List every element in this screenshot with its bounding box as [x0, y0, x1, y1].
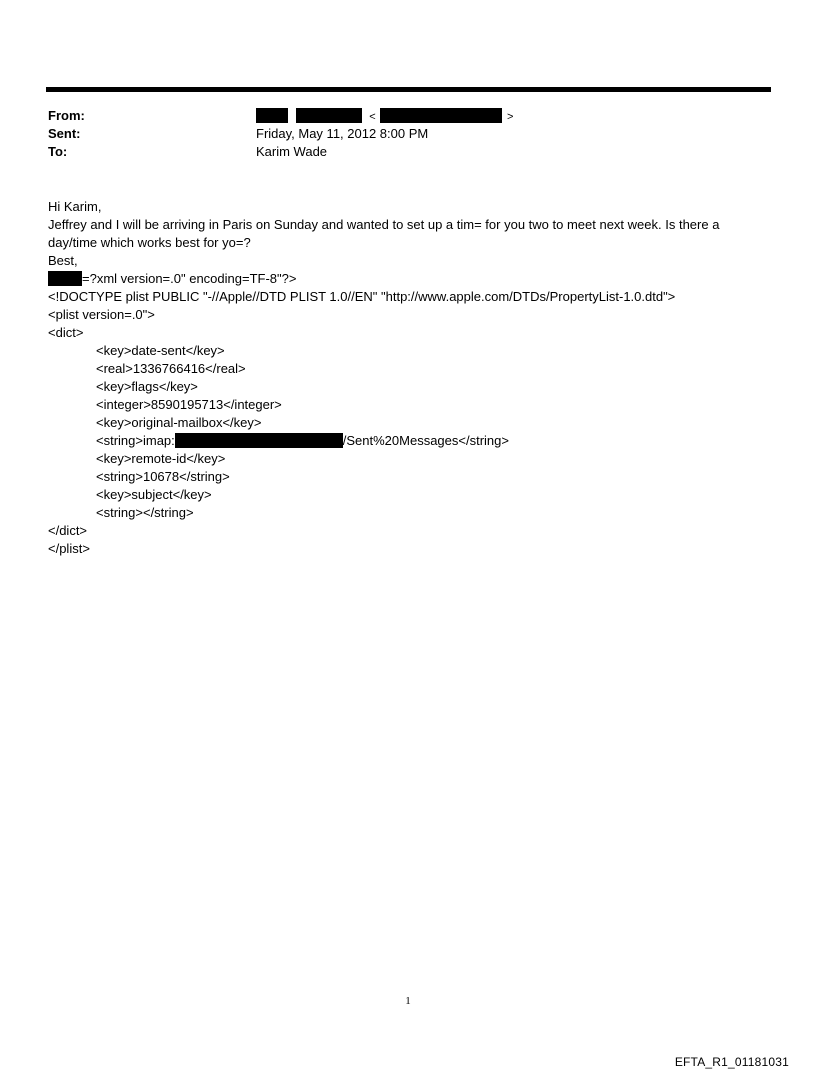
- paragraph-line: Jeffrey and I will be arriving in Paris on Sunday and wanted to set up a tim= for you two to meet next week. Is there a: [48, 217, 720, 232]
- plist-line: <real>1336766416</real>: [96, 361, 246, 376]
- imap-prefix: <string>imap:: [96, 433, 175, 448]
- plist-open: <plist version=.0">: [48, 307, 155, 322]
- redaction-block: [296, 108, 362, 123]
- imap-suffix: /Sent%20Messages</string>: [342, 433, 509, 448]
- dict-close: </dict>: [48, 523, 88, 538]
- from-gt: >: [506, 111, 514, 123]
- plist-close: </plist>: [48, 541, 90, 556]
- imap-line: [48, 432, 758, 450]
- plist-line: <key>subject</key>: [96, 487, 212, 502]
- redaction-block: [380, 108, 502, 123]
- plist-line: <key>original-mailbox</key>: [96, 415, 262, 430]
- dict-open: <dict>: [48, 325, 84, 340]
- closing: Best,: [48, 253, 78, 268]
- plist-line: <string>10678</string>: [96, 469, 230, 484]
- redaction-block: [256, 108, 288, 123]
- redaction-block: [175, 433, 343, 448]
- paragraph-line: day/time which works best for yo=?: [48, 235, 251, 250]
- sent-label: Sent:: [48, 126, 81, 141]
- xml-declaration: =?xml version=.0" encoding=TF-8"?>: [82, 271, 297, 286]
- sent-value: Friday, May 11, 2012 8:00 PM: [256, 126, 429, 141]
- doctype-line: <!DOCTYPE plist PUBLIC "-//Apple//DTD PLIST 1.0//EN" "http://www.apple.com/DTDs/PropertyList-1.0.dtd">: [48, 289, 676, 304]
- plist-line: <integer>8590195713</integer>: [96, 397, 282, 412]
- greeting: Hi Karim,: [48, 199, 102, 214]
- plist-line: <key>flags</key>: [96, 379, 198, 394]
- header-rule: [46, 87, 771, 92]
- from-value: [256, 107, 513, 126]
- document-id: EFTA_R1_01181031: [674, 1055, 789, 1069]
- plist-line: <key>date-sent</key>: [96, 343, 225, 358]
- email-body: [48, 198, 758, 558]
- plist-line: <string></string>: [96, 505, 194, 520]
- page-number: 1: [405, 995, 411, 1007]
- redaction-block: [48, 271, 82, 286]
- from-lt: <: [369, 111, 376, 123]
- from-label: From:: [48, 108, 85, 123]
- xml-declaration-line: [48, 270, 758, 288]
- to-label: To:: [48, 144, 68, 159]
- plist-line: <key>remote-id</key>: [96, 451, 226, 466]
- to-value: Karim Wade: [256, 144, 328, 159]
